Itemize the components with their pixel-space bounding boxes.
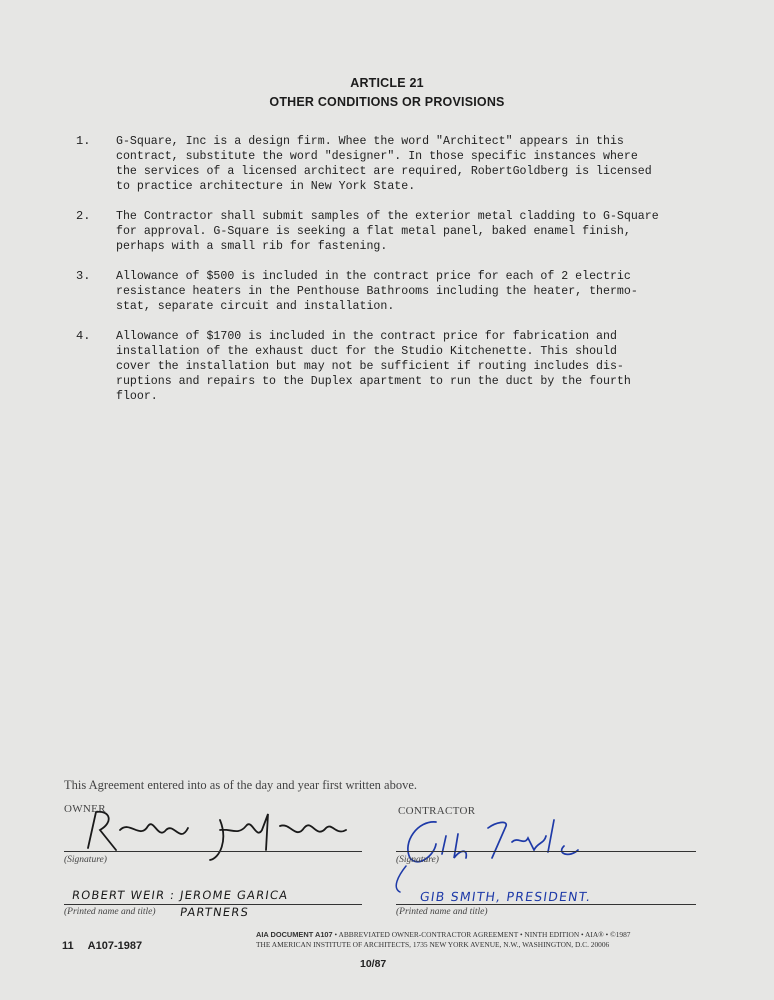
contractor-printed-name: GIB SMITH, PRESIDENT. bbox=[418, 889, 593, 904]
owner-printed-name: ROBERT WEIR : JEROME GARICA bbox=[71, 888, 290, 902]
provision-item bbox=[76, 269, 696, 314]
footer-doc-line2: THE AMERICAN INSTITUTE OF ARCHITECTS, 1735 NEW YORK AVENUE, N.W., WASHINGTON, D.C. 20006 bbox=[256, 940, 610, 949]
footer-page-code: 11 bbox=[62, 940, 74, 952]
provision-number: 4. bbox=[76, 329, 91, 343]
contractor-label: CONTRACTOR bbox=[398, 805, 476, 817]
contractor-printed-caption: (Printed name and title) bbox=[396, 907, 488, 917]
agreement-statement: This Agreement entered into as of the day and year first written above. bbox=[64, 778, 418, 792]
footer-codes bbox=[62, 940, 142, 952]
owner-title: PARTNERS bbox=[179, 905, 250, 919]
owner-signature-line bbox=[64, 851, 362, 852]
article-subtitle: OTHER CONDITIONS OR PROVISIONS bbox=[269, 95, 505, 109]
owner-signature-caption: (Signature) bbox=[64, 855, 107, 865]
provisions-list bbox=[76, 134, 696, 419]
page-number: 10/87 bbox=[360, 958, 387, 970]
owner-label: OWNER bbox=[64, 803, 106, 815]
provision-text: Allowance of $1700 is included in the contract price for fabrication and installation of the exhaust duct for the Studio Kitchenette. This should cover the installation but may not be sufficient if routing includes dis- ruptions and repairs to the Duplex apartment to run the duct by the fourth floor. bbox=[116, 330, 631, 403]
provision-number: 1. bbox=[76, 134, 91, 148]
owner-signature bbox=[70, 800, 370, 862]
provision-item bbox=[76, 329, 696, 404]
provision-number: 3. bbox=[76, 269, 91, 283]
footer-doc-code: A107-1987 bbox=[87, 940, 143, 952]
article-title: ARTICLE 21 bbox=[350, 76, 424, 90]
provision-text: Allowance of $500 is included in the contract price for each of 2 electric resistance heaters in the Penthouse Bathrooms including the heater, thermo- stat, separate circuit and installation. bbox=[116, 270, 638, 313]
owner-printed-caption: (Printed name and title) bbox=[64, 907, 156, 917]
provision-number: 2. bbox=[76, 209, 91, 223]
provision-item bbox=[76, 134, 696, 194]
contractor-signature-line bbox=[396, 851, 696, 852]
provision-text: The Contractor shall submit samples of the exterior metal cladding to G-Square for approval. G-Square is seeking a flat metal panel, baked enamel finish, perhaps with a small rib for fastening. bbox=[116, 210, 659, 253]
provision-item bbox=[76, 209, 696, 254]
contractor-signature bbox=[388, 806, 618, 876]
contractor-signature-caption: (Signature) bbox=[396, 855, 439, 865]
footer-doc-info bbox=[256, 930, 716, 950]
contractor-name-line bbox=[396, 904, 696, 905]
footer-doc-title: AIA DOCUMENT A107 bbox=[256, 930, 333, 939]
footer-doc-line1: • ABBREVIATED OWNER-CONTRACTOR AGREEMENT • NINTH EDITION • AIA® • ©1987 bbox=[332, 930, 631, 939]
provision-text: G-Square, Inc is a design firm. Whee the word "Architect" appears in this contract, substitute the word "designer". In those specific instances where the services of a licensed architect are required, RobertGoldberg is licensed to practice architecture in New York State. bbox=[116, 135, 652, 193]
